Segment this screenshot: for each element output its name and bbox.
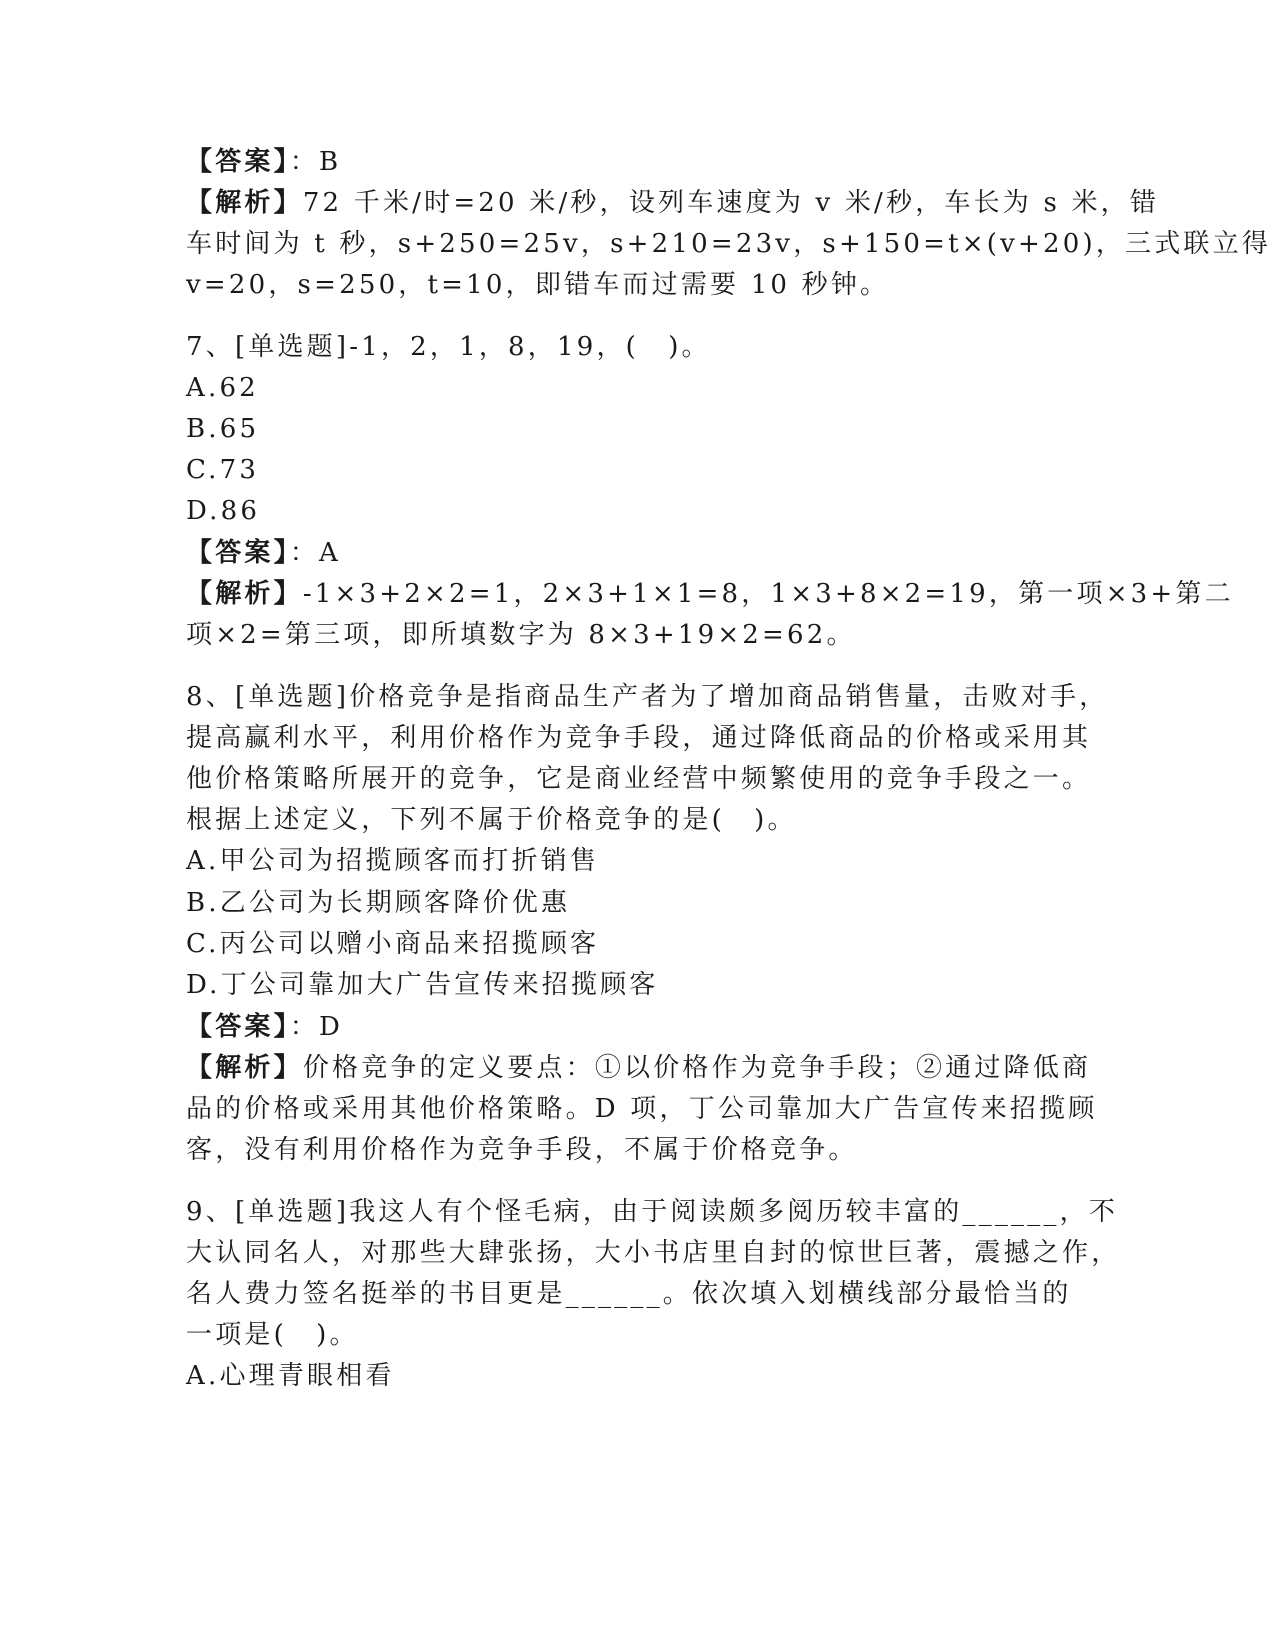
q8-stem-line-1: 8、[单选题]价格竞争是指商品生产者为了增加商品销售量，击败对手， (186, 682, 1109, 712)
q8-option-a: A.甲公司为招揽顾客而打折销售 (186, 846, 600, 876)
q8-option-b: B.乙公司为长期顾客降价优惠 (186, 888, 571, 918)
q6-answer (186, 145, 341, 179)
q6-explanation-text-1: 72 千米/时=20 米/秒，设列车速度为 v 米/秒，车长为 s 米，错 (302, 188, 1160, 218)
q7-answer-label: 【答案】 (186, 538, 290, 568)
q9-stem-line-4: 一项是( )。 (186, 1320, 359, 1350)
q9-stem-line-3: 名人费力签名挺举的书目更是______。依次填入划横线部分最恰当的 (186, 1279, 1072, 1309)
q8-stem-line-3: 他价格策略所展开的竞争，它是商业经营中频繁使用的竞争手段之一。 (186, 764, 1092, 794)
q7-option-b: B.65 (186, 414, 260, 444)
q6-explanation-label: 【解析】 (186, 188, 303, 218)
q7-answer-value: ：A (289, 538, 341, 568)
q6-explanation-line-1 (186, 186, 1159, 220)
q7-answer (186, 536, 341, 570)
q8-answer-value: ：D (289, 1012, 344, 1042)
q8-explanation-line-1 (186, 1051, 1091, 1085)
q7-option-c: C.73 (186, 455, 260, 485)
q8-explanation-label: 【解析】 (186, 1053, 303, 1083)
q7-explanation-line-1 (186, 577, 1234, 611)
q8-explanation-line-2: 品的价格或采用其他价格策略。D 项，丁公司靠加大广告宣传来招揽顾 (186, 1094, 1098, 1124)
q8-answer-label: 【答案】 (186, 1012, 290, 1042)
q6-answer-value: ：B (289, 147, 342, 177)
q7-option-a: A.62 (186, 373, 259, 403)
q8-answer (186, 1010, 343, 1044)
q9-option-a: A.心理青眼相看 (186, 1361, 395, 1391)
q9-stem-line-1: 9、[单选题]我这人有个怪毛病，由于阅读颇多阅历较丰富的______，不 (186, 1197, 1119, 1227)
q8-stem-line-4: 根据上述定义，下列不属于价格竞争的是( )。 (186, 805, 797, 835)
q8-option-c: C.丙公司以赠小商品来招揽顾客 (186, 929, 600, 959)
q7-explanation-text-1: -1×3+2×2=1，2×3+1×1=8，1×3+8×2=19，第一项×3+第二 (302, 579, 1234, 609)
q7-option-d: D.86 (186, 496, 261, 526)
q9-stem-line-2: 大认同名人，对那些大肆张扬，大小书店里自封的惊世巨著，震撼之作， (186, 1238, 1121, 1268)
q7-explanation-line-2: 项×2=第三项，即所填数字为 8×3+19×2=62。 (186, 620, 856, 650)
q8-option-d: D.丁公司靠加大广告宣传来招揽顾客 (186, 970, 659, 1000)
q8-explanation-text-1: 价格竞争的定义要点：①以价格作为竞争手段；②通过降低商 (302, 1053, 1092, 1083)
q7-explanation-label: 【解析】 (186, 579, 303, 609)
q6-explanation-line-3: v=20，s=250，t=10，即错车而过需要 10 秒钟。 (186, 270, 890, 300)
q8-explanation-line-3: 客，没有利用价格作为竞争手段，不属于价格竞争。 (186, 1135, 858, 1165)
q6-answer-label: 【答案】 (186, 147, 290, 177)
q6-explanation-line-2: 车时间为 t 秒，s+250=25v，s+210=23v，s+150=t×(v+20)，三式联立得 (186, 229, 1272, 259)
q7-stem: 7、[单选题]-1，2，1，8，19，( )。 (186, 332, 711, 362)
q8-stem-line-2: 提高赢利水平，利用价格作为竞争手段，通过降低商品的价格或采用其 (186, 723, 1092, 753)
